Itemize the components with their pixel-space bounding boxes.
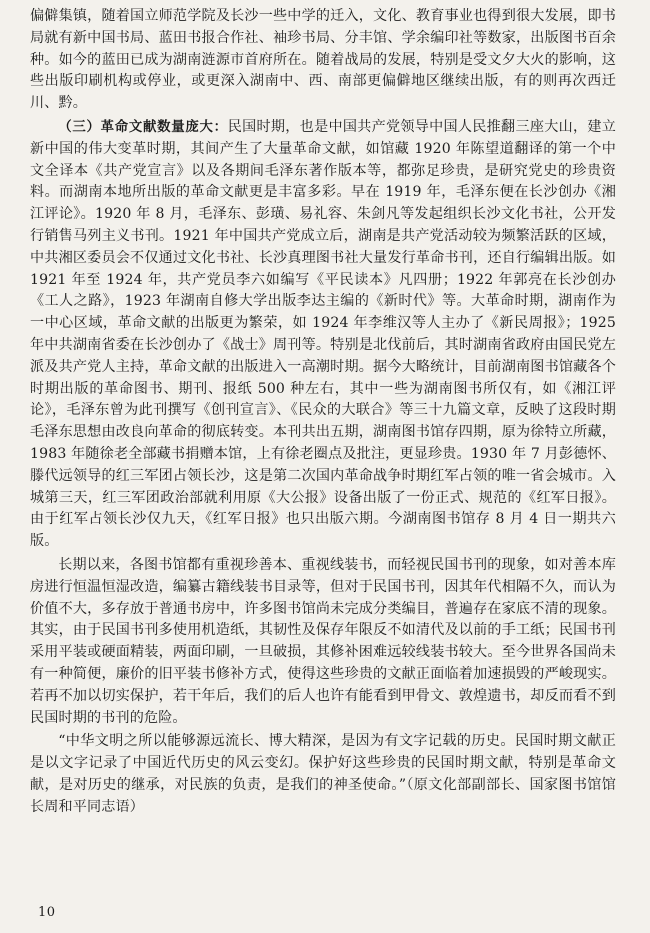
paragraph-2-body: 民国时期，也是中国共产党领导中国人民推翻三座大山，建立新中国的伟大变革时期，其间产生了大量革命文献，如馆藏 1920 年陈望道翻译的第一个中文全译本《共产党宣言》以及各期间毛泽东著作版本等，都弥足珍贵，是研究党史的珍贵资料。而湖南本地所出版的革命文献更是丰富多彩。早在 1919 年，毛泽东便在长沙创办《湘江评论》。1920 年 8 月，毛泽东、彭璜、易礼容、朱剑凡等发起组织长沙文化书社，公开发行销售马列主义书刊。1921 年中国共产党成立后，湖南是共产党活动较为频繁活跃的区域，中共湘区委员会不仅通过文化书社、长沙真理图书社大量发行革命书刊，还自行编辑出版。如 1921 年至 1924 年，共产党员李六如编写《平民读本》凡四册；1922 年郭亮在长沙创办《工人之路》，1923 年湖南自修大学出版李达主编的《新时代》等。大革命时期，湖南作为一中心区域，革命文献的出版更为繁荣，如 1924 年李维汉等人主办了《新民周报》；1925 年中共湖南省委在长沙创办了《战士》周刊等。特别是北伐前后，其时湖南省政府由国民党左派及共产党人主持，革命文献的出版进入一高潮时期。据今大略统计，目前湖南图书馆藏各个时期出版的革命图书、期刊、报纸 500 种左右，其中一些为湖南图书所仅有，如《湘江评论》，毛泽东曾为此刊撰写《创刊宣言》、《民众的大联合》等三十九篇文章，反映了这段时期毛泽东思想由改良向革命的彻底转变。本刊共出五期，湖南图书馆存四期，原为徐特立所藏，1983 年随徐老全部藏书捐赠本馆，上有徐老圈点及批注，更显珍贵。1930 年 7 月彭德怀、滕代远领导的红三军团占领长沙，这是第二次国内革命战争时期红军占领的唯一省会城市。入城第三天，红三军团政治部就利用原《大公报》设备出版了一份正式、规范的《红军日报》。由于红军占领长沙仅九天，《红军日报》也只出版六期。今湖南图书馆存 8 月 4 日一期共六版。 <box>30 118 616 550</box>
paragraph-1: 偏僻集镇，随着国立师范学院及长沙一些中学的迁入，文化、教育事业也得到很大发展，即书局就有新中国书局、蓝田书报合作社、袖珍书局、分丰馆、学余编印社等数家，出版图书百余种。如今的蓝田已成为湖南涟源市首府所在。随着战局的发展，特别是受文夕大火的影响，这些出版印刷机构或停业，或更深入湖南中、西、南部更偏僻地区继续出版，有的则再次西迁川、黔。 <box>30 8 616 112</box>
paragraph-3: 长期以来，各图书馆都有重视珍善本、重视线装书，而轻视民国书刊的现象，如对善本库房进行恒温恒湿改造，编纂古籍线装书目录等，但对于民国书刊，因其年代相隔不久，而认为价值不大，多存放于普通书房中，许多图书馆尚未完成分类编目，普遍存在家底不清的现象。其实，由于民国书刊多使用机造纸，其韧性及保存年限反不如清代及以前的手工纸；民国书刊采用平装或硬面精装，两面印刷，一旦破损，其修补困难远较线装书较大。至今世界各国尚未有一种简便，廉价的旧平装书修补方式，使得这些珍贵的文献正面临着加速损毁的严峻现实。若再不加以切实保护，若干年后，我们的后人也许有能看到甲骨文、敦煌遗书，却反而看不到民国时期的书刊的危险。 <box>30 556 616 726</box>
page-number: 10 <box>38 905 56 920</box>
paragraph-4: “中华文明之所以能够源远流长、博大精深，是因为有文字记载的历史。民国时期文献正是以文字记录了中国近代历史的风云变幻。保护好这些珍贵的民国时期文献，特别是革命文献，是对历史的继承，对民族的负责，是我们的神圣使命。”（原文化部副部长、国家图书馆馆长周和平同志语） <box>30 733 616 815</box>
section-heading: （三）革命文献数量庞大： <box>58 119 228 135</box>
paragraph-2 <box>30 117 616 553</box>
